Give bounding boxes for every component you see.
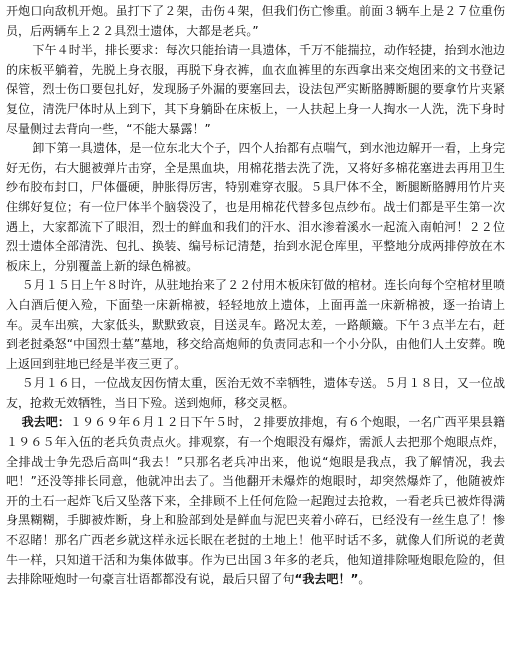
paragraph-2: 下午４时半，排长要求：每次只能抬请一具遗体，千万不能揣拉，动作轻捷，抬到水池边的床板平躺着，先脱上身衣服，再脱下身衣裤，血衣血裤里的东西拿出来交炮团来的文书登记保管，烈士伤口要包扎好，发现肠子外漏的要塞回去，设法包严实断胳膊断腿的要拿竹片夹紧复位，清洗尸体时从上到下，其下身躺卧在床板上，一人扶起上身一人掏水一人洗，洗下身时尽量侧过去背向一些，“不能大暴露！” [6,43,505,136]
paragraph-6-closing-quote: “我去吧！” [294,572,359,587]
paragraph-6 [6,413,505,589]
paragraph-6-body: １９６９年６月１２日下午５时，２排要放排炮，有６个炮眼，一名广西平果县籍１９６５年入伍的老兵负责点火。排观察，有一个炮眼没有爆炸，需派人去把那个炮眼点炸，全排战士争先恐后高叫“我去！”只那名老兵冲出来，他说“炮眼是我点，我了解情况，我去吧！”还没等排长同意，他就冲出去了。当他翻开未爆炸的炮眼时，却突然爆炸了，他随被炸开的土石一起炸飞后又坠落下来，全排顾不上任何危险一起跑过去抢救，一看老兵已被炸得满身黑糊糊，手脚被炸断，身上和脸部到处是鲜血与泥巴夹着小碎石，已经没有一丝生息了！惨不忍睹！那名广西老乡就这样永远长眠在老挝的土地上！他平时话不多，就像人们所说的老黄牛一样，只知道干活和为集体做事。作为已出国３年多的老兵，他知道排除哑炮眼危险的，但去排除哑炮时一句豪言壮语都都没有说，最后只留了句 [6,415,505,587]
paragraph-3: 卸下第一具遗体，是一位东北大个子，四个人抬都有点喘气，到水池边解开一看，上身完好无伤，右大腿被弹片击穿，全是黑血块，用棉花揩去洗了洗，又将好多棉花塞进去再用卫生纱布胶布封口，尸体僵硬，肿胀得厉害，特别难穿衣服。５具尸体不全，断腿断胳膊用竹片夹住绑好复位；有一位尸体半个脑袋没了，也是用棉花代替多包点纱布。战士们都是平生第一次遇上，大家都流下了眼泪，烈士的鲜血和我们的汗水、泪水渗着溪水一起流入南帕河！２２位烈士遗体全部清洗、包扎、换装、编号标记清楚，抬到水泥仓库里，平整地分成两排停放在木板床上，分别覆盖上新的绿色棉被。 [6,141,505,273]
paragraph-6-closing-tail: 。 [358,572,371,587]
paragraph-5: ５月１６日，一位战友因伤情太重，医治无效不幸牺牲，遗体专送。５月１８日，又一位战友，抢救无效牺牲，当日下殓。送到炮师，移交灵柩。 [6,376,505,410]
paragraph-6-lead: 我去吧： [21,415,70,430]
paragraph-1: 开炮口向敌机开炮。虽打下了２架，击伤４架，但我们伤亡惨重。前面３辆车上是２７位重伤员，后两辆车上２２具烈士遗体，大都是老兵。” [6,4,505,38]
paragraph-4: ５月１５日上午８时许，从驻地抬来了２２付用木板床钉做的棺材。连长向每个空棺材里喷入白酒后便入殓，下面垫一床新棉被，轻轻地放上遗体，上面再盖一床新棉被，逐一抬请上车。灵车出殡，大家低头，默默致哀，目送灵车。路况太差，一路颠簸。下午３点半左右，赶到老挝桑怒“中国烈士墓”墓地，移交给高炮师的负责同志和一个小分队，由他们人土安葬。晚上返回到驻地已经是半夜三更了。 [6,278,505,371]
